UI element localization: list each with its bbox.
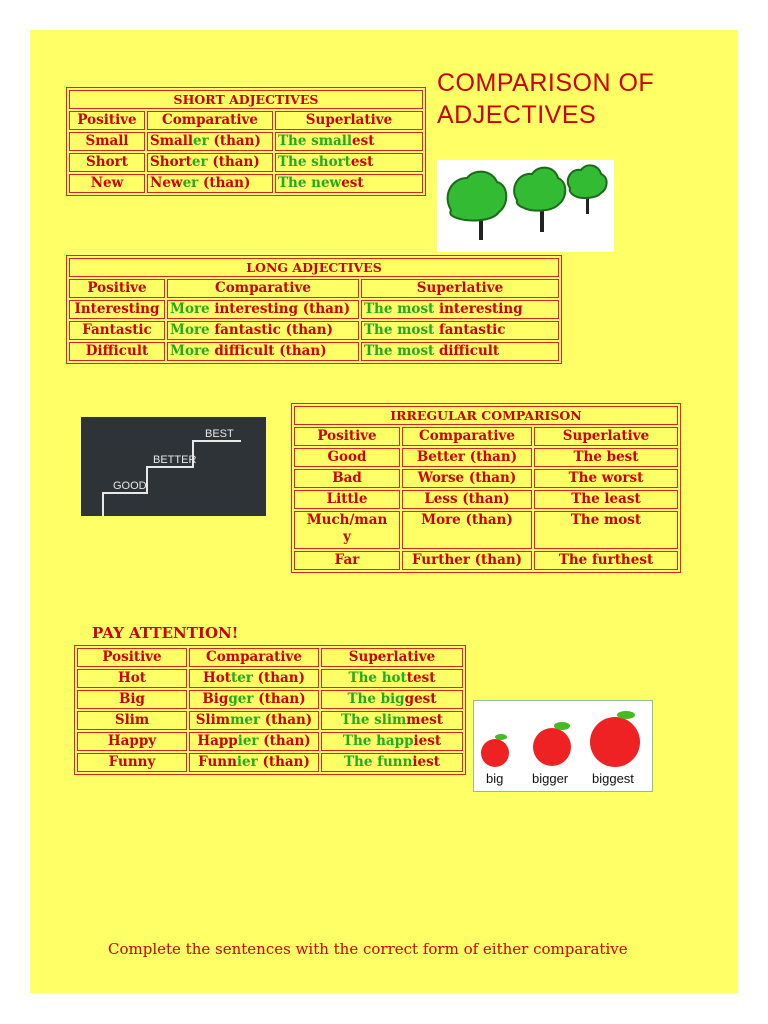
- apple-label-biggest: biggest: [592, 771, 634, 786]
- suffix-text: er: [182, 175, 199, 191]
- apple-label-bigger: bigger: [532, 771, 569, 786]
- cell-text: difficult (than): [214, 343, 327, 359]
- cell-text: interesting: [438, 301, 523, 317]
- cell-text: Slim: [114, 712, 150, 728]
- cell-text: More (than): [421, 512, 513, 528]
- header-positive: Positive: [69, 279, 165, 298]
- cell-text: The worst: [568, 470, 644, 486]
- cell-text: (than): [258, 733, 311, 749]
- cell-text: The funn: [344, 754, 413, 770]
- suffix-text: ier: [237, 733, 259, 749]
- cell-text: The hot: [348, 670, 407, 686]
- cell-text: Happ: [197, 733, 238, 749]
- suffix-text: er: [193, 133, 209, 149]
- header-positive: Positive: [77, 648, 187, 667]
- pay-attention-label: PAY ATTENTION!: [92, 624, 239, 642]
- cell-text: Short: [86, 154, 128, 170]
- superlative-cell: [275, 153, 423, 172]
- suffix-text: er: [191, 154, 208, 170]
- cell-text: Better (than): [416, 449, 518, 465]
- cell-text: The most: [364, 301, 439, 317]
- comparative-cell: [189, 711, 319, 730]
- comparative-cell: [189, 690, 319, 709]
- cell-text: Hot: [118, 670, 146, 686]
- cell-text: Fantastic: [82, 322, 152, 338]
- stairs-better-label: BETTER: [153, 454, 197, 466]
- superlative-cell: [321, 690, 463, 709]
- apple-icon: [481, 734, 509, 767]
- comparative-cell: [147, 174, 273, 193]
- cell-text: The short: [278, 154, 351, 170]
- suffix-text: mest: [406, 712, 443, 728]
- header-comparative: Comparative: [147, 111, 273, 130]
- superlative-cell: [321, 732, 463, 751]
- positive-cell: [77, 669, 187, 688]
- cell-text: Hot: [202, 670, 231, 686]
- header-comparative: Comparative: [189, 648, 319, 667]
- positive-cell: [294, 551, 400, 570]
- suffix-text: iest: [413, 733, 442, 749]
- table-row: [77, 732, 463, 751]
- positive-cell: [77, 690, 187, 709]
- table-row: [77, 753, 463, 772]
- cell-text: (than): [207, 154, 260, 170]
- suffix-text: ger: [228, 691, 254, 707]
- cell-text: Small: [150, 133, 194, 149]
- cell-text: The happ: [342, 733, 414, 749]
- comparative-cell: [402, 511, 532, 549]
- comparative-cell: [189, 669, 319, 688]
- exercise-instruction: Complete the sentences with the correct form of either comparative: [108, 940, 628, 958]
- cell-text: The furthest: [558, 552, 654, 568]
- cell-text: The best: [573, 449, 639, 465]
- superlative-cell: [361, 342, 559, 361]
- comparative-cell: [167, 342, 359, 361]
- comparative-cell: [402, 448, 532, 467]
- table-row: [294, 469, 678, 488]
- positive-cell: [69, 342, 165, 361]
- cell-text: The most: [570, 512, 642, 528]
- cell-text: The small: [278, 133, 353, 149]
- tree-icon: [514, 168, 565, 232]
- stairs-image: [81, 417, 266, 516]
- cell-text: interesting (than): [214, 301, 351, 317]
- suffix-text: ier: [236, 754, 258, 770]
- positive-cell: [294, 511, 400, 549]
- cell-text: Bad: [332, 470, 362, 486]
- apple-label-big: big: [486, 771, 504, 786]
- header-superlative: Superlative: [534, 427, 678, 446]
- table-row: [294, 511, 678, 549]
- superlative-cell: [534, 511, 678, 549]
- superlative-cell: [321, 753, 463, 772]
- cell-text: Funn: [198, 754, 237, 770]
- comparative-cell: [189, 753, 319, 772]
- superlative-cell: [534, 490, 678, 509]
- positive-cell: [69, 153, 145, 172]
- trees-image: [437, 160, 614, 252]
- table-row: [77, 669, 463, 688]
- cell-text: The least: [571, 491, 641, 507]
- header-superlative: Superlative: [361, 279, 559, 298]
- comparative-cell: [167, 300, 359, 319]
- cell-text: More: [170, 301, 215, 317]
- stairs-good-label: GOOD: [113, 480, 147, 492]
- table-row: [69, 342, 559, 361]
- pay-attention-table: [74, 645, 466, 775]
- suffix-text: test: [406, 670, 436, 686]
- positive-cell: [69, 300, 165, 319]
- cell-text: Worse (than): [417, 470, 517, 486]
- cell-text: Funny: [108, 754, 156, 770]
- table-row: [69, 153, 423, 172]
- cell-text: (than): [208, 133, 261, 149]
- apples-image: [473, 700, 653, 792]
- cell-text: New: [90, 175, 124, 191]
- positive-cell: [69, 321, 165, 340]
- positive-cell: [294, 469, 400, 488]
- apple-icon: [590, 711, 640, 767]
- superlative-cell: [361, 300, 559, 319]
- suffix-text: est: [350, 154, 374, 170]
- superlative-cell: [321, 711, 463, 730]
- superlative-cell: [534, 469, 678, 488]
- header-superlative: Superlative: [321, 648, 463, 667]
- tree-icon: [568, 165, 607, 214]
- cell-text: The big: [347, 691, 405, 707]
- table-row: [69, 174, 423, 193]
- table-row: [69, 300, 559, 319]
- cell-text: Interesting: [74, 301, 160, 317]
- comparative-cell: [402, 469, 532, 488]
- long-adjectives-table: [66, 255, 562, 364]
- cell-text: Good: [327, 449, 367, 465]
- comparative-cell: [402, 490, 532, 509]
- cell-text: (than): [257, 754, 310, 770]
- superlative-cell: [321, 669, 463, 688]
- header-comparative: Comparative: [402, 427, 532, 446]
- comparative-cell: [167, 321, 359, 340]
- irregular-comparison-table: [291, 403, 681, 573]
- cell-text: Further (than): [411, 552, 523, 568]
- suffix-text: mer: [230, 712, 261, 728]
- cell-text: Big: [119, 691, 145, 707]
- superlative-cell: [534, 551, 678, 570]
- suffix-text: est: [352, 133, 375, 149]
- suffix-text: ter: [230, 670, 253, 686]
- irregular-comparison-title: IRREGULAR COMPARISON: [294, 406, 678, 425]
- cell-text: Big: [202, 691, 229, 707]
- cell-text: The new: [278, 175, 342, 191]
- table-row: [77, 690, 463, 709]
- positive-cell: [77, 711, 187, 730]
- positive-cell: [69, 132, 145, 151]
- header-positive: Positive: [294, 427, 400, 446]
- superlative-cell: [275, 132, 423, 151]
- table-row: [294, 448, 678, 467]
- superlative-cell: [534, 448, 678, 467]
- cell-text: Short: [150, 154, 192, 170]
- superlative-cell: [361, 321, 559, 340]
- superlative-cell: [275, 174, 423, 193]
- comparative-cell: [147, 132, 273, 151]
- cell-text: (than): [252, 670, 306, 686]
- header-comparative: Comparative: [167, 279, 359, 298]
- cell-text: (than): [253, 691, 306, 707]
- apple-icon: [533, 722, 571, 766]
- long-adjectives-title: LONG ADJECTIVES: [69, 258, 559, 277]
- cell-text: The slim: [340, 712, 407, 728]
- cell-text: Much/man y: [306, 512, 388, 545]
- header-positive: Positive: [69, 111, 145, 130]
- table-row: [294, 490, 678, 509]
- cell-text: Difficult: [85, 343, 149, 359]
- page-title: COMPARISON OF ADJECTIVES: [437, 69, 655, 129]
- table-row: [69, 321, 559, 340]
- cell-text: Happy: [107, 733, 157, 749]
- short-adjectives-table: [66, 87, 426, 196]
- cell-text: More: [170, 322, 215, 338]
- comparative-cell: [189, 732, 319, 751]
- table-row: [294, 551, 678, 570]
- comparative-cell: [147, 153, 273, 172]
- cell-text: More: [170, 343, 215, 359]
- cell-text: fantastic: [438, 322, 506, 338]
- tree-icon: [448, 172, 507, 240]
- cell-text: New: [150, 175, 183, 191]
- cell-text: The most: [364, 322, 439, 338]
- cell-text: Slim: [195, 712, 231, 728]
- suffix-text: gest: [404, 691, 437, 707]
- table-row: [69, 132, 423, 151]
- short-adjectives-title: SHORT ADJECTIVES: [69, 90, 423, 109]
- header-superlative: Superlative: [275, 111, 423, 130]
- cell-text: (than): [260, 712, 313, 728]
- positive-cell: [77, 753, 187, 772]
- positive-cell: [69, 174, 145, 193]
- cell-text: difficult: [438, 343, 500, 359]
- cell-text: Little: [326, 491, 368, 507]
- cell-text: The most: [364, 343, 439, 359]
- positive-cell: [294, 490, 400, 509]
- cell-text: Far: [334, 552, 360, 568]
- suffix-text: iest: [412, 754, 440, 770]
- stairs-best-label: BEST: [205, 428, 234, 440]
- cell-text: Less (than): [424, 491, 510, 507]
- cell-text: (than): [198, 175, 251, 191]
- positive-cell: [294, 448, 400, 467]
- table-row: [77, 711, 463, 730]
- positive-cell: [77, 732, 187, 751]
- cell-text: Small: [85, 133, 129, 149]
- cell-text: fantastic (than): [214, 322, 333, 338]
- suffix-text: est: [341, 175, 364, 191]
- comparative-cell: [402, 551, 532, 570]
